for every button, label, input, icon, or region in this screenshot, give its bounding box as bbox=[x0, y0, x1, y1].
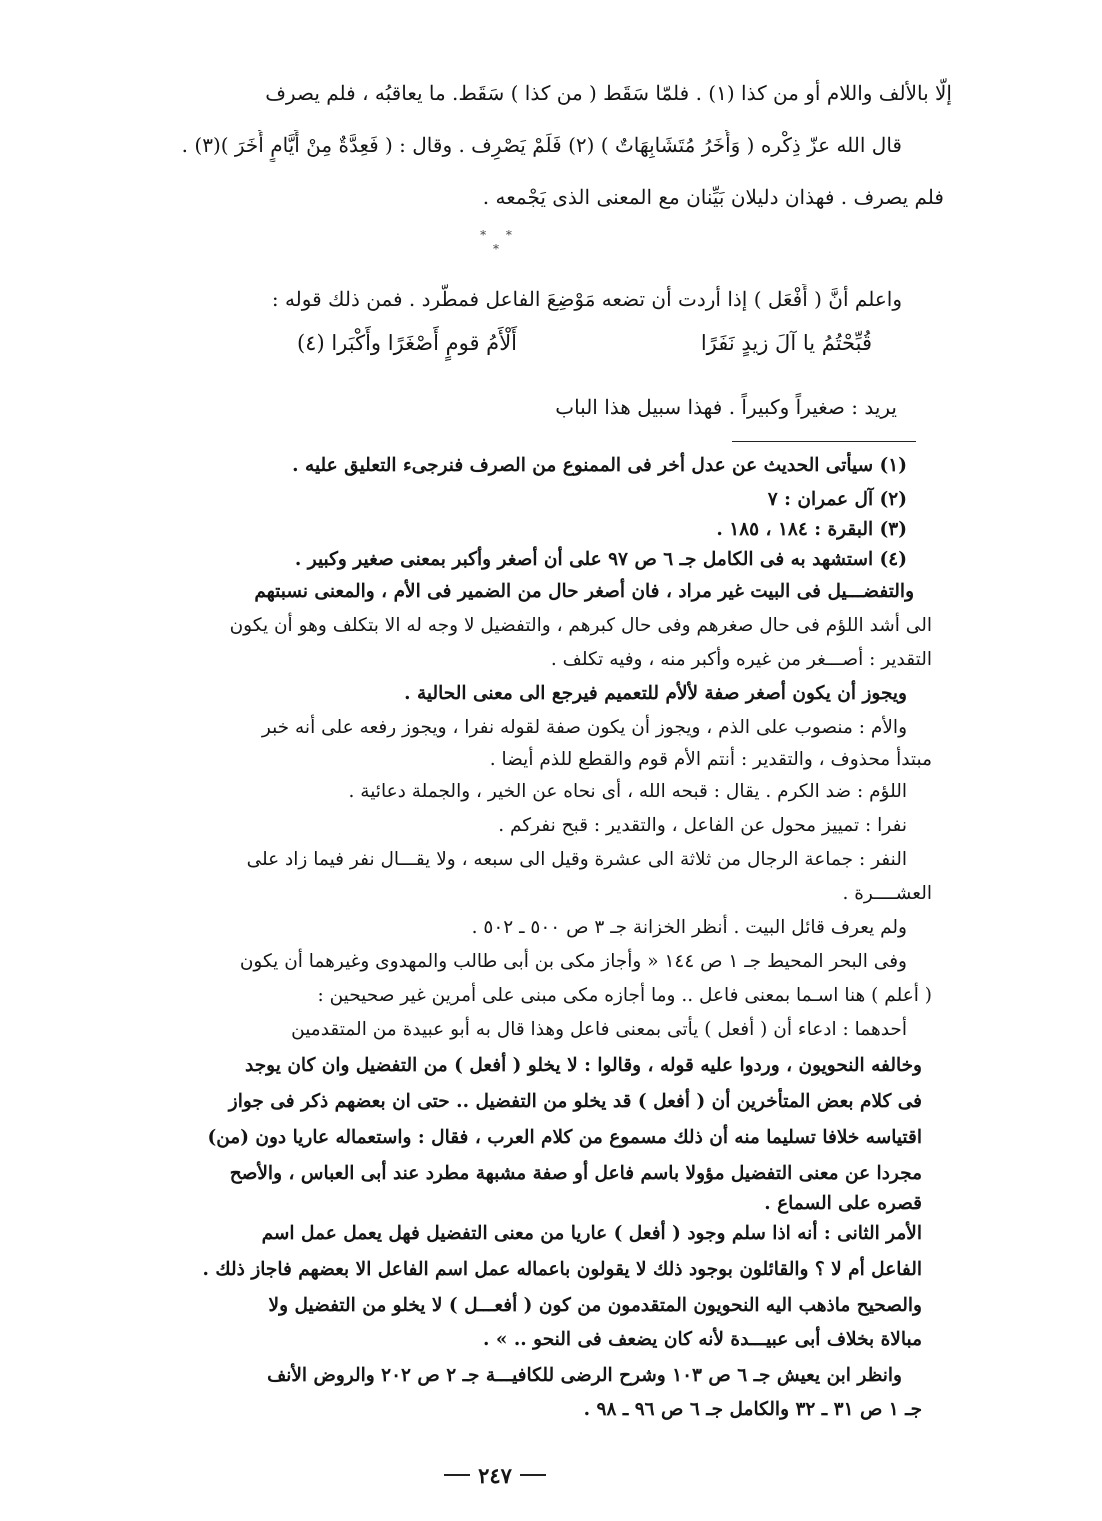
footnote-4-line-19: مجردا عن معنى التفضيل مؤولا باسم فاعل أو صفة مشبهة مطرد عند أبى العباس ، والأصح bbox=[229, 1163, 922, 1184]
footnote-4-line-10: النفر : جماعة الرجال من ثلاثة الى عشرة وقيل الى سبعه ، ولا يقـــال نفر فيما زاد على bbox=[246, 849, 907, 870]
main-paragraph-line-2: قال الله عزّ ذِكْره ( وَأُخَرُ مُتَشَابِهَاتٌ ) (٢) فَلَمْ يَصْرِف . وقال : ( فَعِدَّةٌ مِنْ أَيَّامٍ أُخَرَ )(٣) . bbox=[181, 133, 902, 157]
section-separator-ornament: * * * bbox=[480, 228, 520, 256]
footnote-4-line-26: جـ ١ ص ٣١ ـ ٣٢ والكامل جـ ٦ ص ٩٦ ـ ٩٨ . bbox=[583, 1399, 922, 1420]
main-paragraph-line-5: يريد : صغيراً وكبيراً . فهذا سبيل هذا الباب bbox=[555, 395, 897, 419]
footnote-4-line-6: والأم : منصوب على الذم ، ويجوز أن يكون صفة لقوله نفرا ، ويجوز رفعه على أنه خبر bbox=[261, 717, 907, 738]
page-number-dash-left bbox=[444, 1474, 470, 1476]
footnote-4-line-11: العشــــرة . bbox=[842, 883, 932, 904]
footnote-4-line-14: ( أعلم ) هنا اسـما بمعنى فاعل .. وما أجازه مكى مبنى على أمرين غير صحيحين : bbox=[317, 985, 932, 1006]
footnote-4-line-5: ويجوز أن يكون أصغر صفة لألأم للتعميم فيرجع الى معنى الحالية . bbox=[404, 683, 907, 704]
footnote-4-line-9: نفرا : تمييز محول عن الفاعل ، والتقدير : قبح نفركم . bbox=[498, 815, 907, 836]
page-number-value: ٢٤٧ bbox=[478, 1462, 512, 1488]
footnote-4-line-18: اقتياسه خلافا تسليما منه أن ذلك مسموع من كلام العرب ، فقال : واستعماله عاريا دون (من) bbox=[207, 1127, 922, 1148]
footnote-separator bbox=[732, 441, 916, 442]
footnote-4-line-16: وخالفه النحويون ، وردوا عليه قوله ، وقالوا : لا يخلو ( أفعل ) من التفضيل وان كان يوجد bbox=[245, 1055, 922, 1076]
footnote-4-line-17: فى كلام بعض المتأخرين أن ( أفعل ) قد يخلو من التفضيل .. حتى ان بعضهم ذكر فى جواز bbox=[228, 1091, 922, 1112]
footnote-4-line-24: مبالاة بخلاف أبى عبيـــدة لأنه كان يضعف فى النحو .. » . bbox=[482, 1329, 922, 1350]
footnote-1: (١) سيأتى الحديث عن عدل أخر فى الممنوع من الصرف فنرجىء التعليق عليه . bbox=[292, 455, 907, 476]
footnote-4-line-12: ولم يعرف قائل البيت . أنظر الخزانة جـ ٣ ص ٥٠٠ ـ ٥٠٢ . bbox=[471, 917, 907, 938]
footnote-4-line-25: وانظر ابن يعيش جـ ٦ ص ١٠٣ وشرح الرضى للكافيـــة جـ ٢ ص ٢٠٢ والروض الأنف bbox=[267, 1365, 902, 1386]
footnote-4-line-15: أحدهما : ادعاء أن ( أفعل ) يأتى بمعنى فاعل وهذا قال به أبو عبيدة من المتقدمين bbox=[291, 1019, 907, 1040]
footnote-4-line-2: والتفضـــيل فى البيت غير مراد ، فان أصغر حال من الضمير فى الأم ، والمعنى نسبتهم bbox=[254, 581, 914, 602]
footnote-4-line-13: وفى البحر المحيط جـ ١ ص ١٤٤ « وأجاز مكى بن أبى طالب والمهدوى وغيرهما أن يكون bbox=[239, 951, 907, 972]
footnote-4-line-21: الأمر الثانى : أنه اذا سلم وجود ( أفعل ) عاريا من معنى التفضيل فهل يعمل عمل اسم bbox=[261, 1223, 922, 1244]
footnote-4-line-23: والصحيح ماذهب اليه النحويون المتقدمون من كون ( أفعـــل ) لا يخلو من التفضيل ولا bbox=[268, 1295, 922, 1316]
footnote-2: (٢) آل عمران : ٧ bbox=[767, 489, 907, 510]
footnote-4-line-3: الى أشد اللؤم فى حال صغرهم وفى حال كبرهم ، والتفضيل لا وجه له الا بتكلف وهو أن يكون bbox=[229, 615, 932, 636]
footnote-4-line-4: التقدير : أصـــغر من غيره وأكبر منه ، وفيه تكلف . bbox=[550, 649, 932, 670]
footnote-4-line-20: قصره على السماع . bbox=[764, 1193, 922, 1214]
footnote-4: (٤) استشهد به فى الكامل جـ ٦ ص ٩٧ على أن أصغر وأكبر بمعنى صغير وكبير . bbox=[294, 549, 907, 570]
main-paragraph-line-1: إلّا بالألف واللام أو من كذا (١) . فلمّا سَقَط ( من كذا ) سَقَط. ما يعاقبُه ، فلم يصرف bbox=[265, 81, 952, 105]
verse-second-hemistich: أَلْأَمُ قومٍ أَصْغَرًا وأَكْبَرا (٤) bbox=[296, 331, 517, 355]
main-paragraph-line-4: واعلم أنَّ ( أَفْعَل ) إذا أردت أن تضعه مَوْضِعَ الفاعل فمطّرد . فمن ذلك قوله : bbox=[271, 287, 902, 311]
verse-first-hemistich: قُبِّحْتُمُ يا آلَ زيدٍ نَفَرًا bbox=[700, 331, 872, 355]
page-number-dash-right bbox=[520, 1474, 546, 1476]
main-paragraph-line-3: فلم يصرف . فهذان دليلان بَيِّنان مع المعنى الذى يَجْمعه . bbox=[482, 185, 944, 209]
footnote-4-line-7: مبتدأ محذوف ، والتقدير : أنتم الأم قوم والقطع للذم أيضا . bbox=[489, 749, 932, 770]
footnote-3: (٣) البقرة : ١٨٤ ، ١٨٥ . bbox=[716, 519, 907, 540]
footnote-4-line-22: الفاعل أم لا ؟ والقائلون بوجود ذلك لا يقولون باعماله عمل اسم الفاعل الا بعضهم فاجاز ذلك . bbox=[202, 1259, 922, 1280]
footnote-4-line-8: اللؤم : ضد الكرم . يقال : قبحه الله ، أى نحاه عن الخير ، والجملة دعائية . bbox=[348, 781, 907, 802]
page-number bbox=[430, 1460, 560, 1490]
